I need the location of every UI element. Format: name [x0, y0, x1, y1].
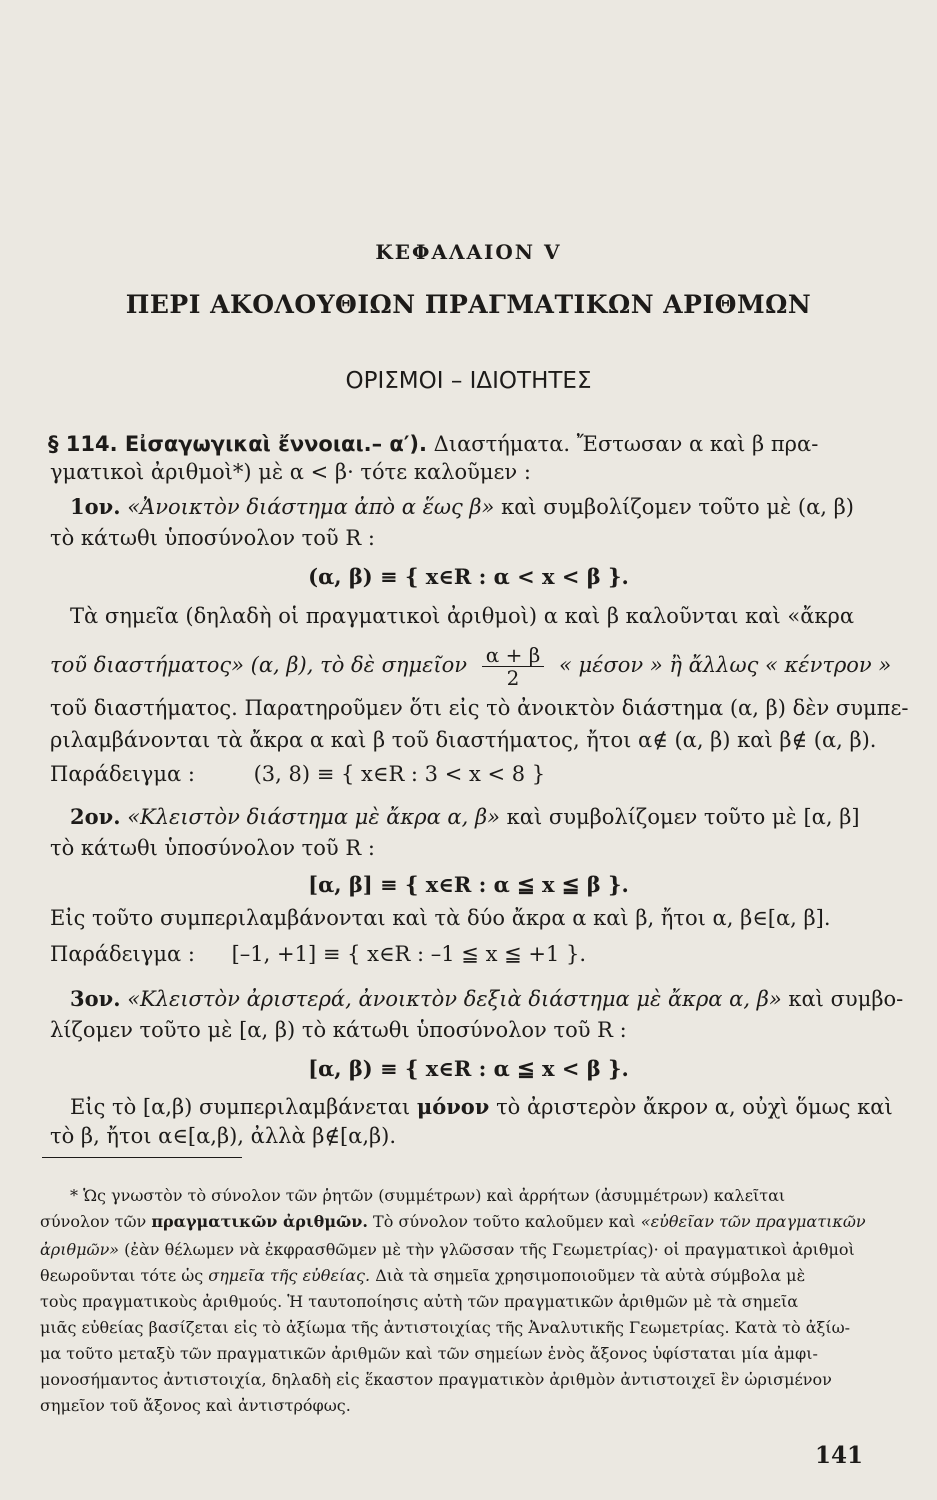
item2-example: [–1, +1] ≡ { x∈R : –1 ≦ x ≦ +1 }. — [231, 942, 587, 966]
footnote-l4-b: Διὰ τὰ σημεῖα χρησιμοποιοῦμεν τὰ αὐτὰ σύμβολα μὲ — [375, 1266, 806, 1285]
footnote-l4-a: θεωροῦνται τότε ὡς — [40, 1266, 204, 1285]
footnote-l2-b: Τὸ σύνολον τοῦτο καλοῦμεν καὶ — [373, 1212, 636, 1231]
item1-example-line — [50, 762, 875, 786]
item1-rest: καὶ συμβολίζομεν τοῦτο μὲ (α, β) — [501, 495, 854, 519]
item2-line1 — [70, 804, 875, 829]
footnote-line2 — [40, 1212, 877, 1231]
section-number: § 114. Εἰσαγωγικαὶ ἔννοιαι.– α′). — [48, 432, 427, 456]
item3-label: 3ον. — [70, 986, 121, 1011]
item1-para2 — [50, 643, 892, 690]
footnote-line3 — [40, 1240, 877, 1259]
fraction-numerator: α + β — [482, 644, 545, 667]
section-text: Ἔστωσαν α καὶ β πρα- — [576, 432, 819, 456]
item1-formula: (α, β) ≡ { x∈R : α < x < β }. — [308, 564, 629, 589]
item3-definition: «Κλειστὸν ἀριστερά, ἀνοικτὸν δεξιὰ διάστημα μὲ ἄκρα α, β» — [127, 987, 782, 1011]
footnote-l3-ital: ἀριθμῶν» — [40, 1240, 120, 1259]
item2-label: 2ον. — [70, 804, 121, 829]
footnote-line7: μα τοῦτο μεταξὺ τῶν πραγματικῶν ἀριθμῶν καὶ τῶν σημείων ἑνὸς ἄξονος ὑφίσταται μία ἀμφι- — [40, 1344, 818, 1363]
fraction-denominator: 2 — [506, 666, 520, 690]
footnote-line4 — [40, 1266, 877, 1285]
item3-para2: τὸ β, ἤτοι α∈[α,β), ἀλλὰ β∉[α,β). — [50, 1124, 397, 1148]
item3-line1 — [70, 986, 904, 1011]
item3-para1-bold: μόνον — [416, 1094, 490, 1119]
footnote-l2-a: σύνολον τῶν — [40, 1212, 147, 1231]
footnote-line5: τοὺς πραγματικοὺς ἀριθμούς. Ἡ ταυτοποίησις αὐτὴ τῶν πραγματικῶν ἀριθμῶν μὲ τὰ σημεῖα — [40, 1292, 799, 1311]
item3-para1-a: Εἰς τὸ [α,β) συμπεριλαμβάνεται — [70, 1095, 411, 1119]
item3-formula: [α, β) ≡ { x∈R : α ≦ x < β }. — [308, 1056, 629, 1081]
item2-definition: «Κλειστὸν διάστημα μὲ ἄκρα α, β» — [127, 805, 500, 829]
footnote-rule — [42, 1157, 242, 1158]
item1-example-label: Παράδειγμα : — [50, 762, 195, 786]
item1-line1 — [70, 494, 875, 519]
item1-para3: τοῦ διαστήματος. Παρατηροῦμεν ὅτι εἰς τὸ ἀνοικτὸν διάστημα (α, β) δὲν συμπε- — [50, 696, 909, 720]
item1-para2-b: « μέσον » ἢ ἄλλως « κέντρον » — [559, 653, 892, 677]
item1-example: (3, 8) ≡ { x∈R : 3 < x < 8 } — [253, 762, 546, 786]
item2-line2: τὸ κάτωθι ὑποσύνολον τοῦ R : — [50, 836, 375, 860]
midpoint-fraction — [482, 644, 545, 689]
item3-rest: καὶ συμβο- — [788, 987, 904, 1011]
section-line2: γματικοὶ ἀριθμοὶ*) μὲ α < β· τότε καλοῦμεν : — [50, 460, 531, 484]
item2-para1: Εἰς τοῦτο συμπεριλαμβάνονται καὶ τὰ δύο ἄκρα α καὶ β, ἤτοι α, β∈[α, β]. — [50, 906, 831, 930]
item2-rest: καὶ συμβολίζομεν τοῦτο μὲ [α, β] — [506, 805, 860, 829]
item3-line2: λίζομεν τοῦτο μὲ [α, β) τὸ κάτωθι ὑποσύνολον τοῦ R : — [50, 1018, 627, 1042]
footnote-l2-ital: «εὐθεῖαν τῶν πραγματικῶν — [640, 1212, 866, 1231]
section-heading: Διαστήματα. — [433, 432, 571, 456]
footnote-line9: σημεῖον τοῦ ἄξονος καὶ ἀντιστρόφως. — [40, 1396, 351, 1415]
footnote-line1: * Ὡς γνωστὸν τὸ σύνολον τῶν ῥητῶν (συμμέτρων) καὶ ἀρρήτων (ἀσυμμέτρων) καλεῖται — [70, 1186, 786, 1205]
item1-line2: τὸ κάτωθι ὑποσύνολον τοῦ R : — [50, 526, 375, 550]
item1-definition: «Ἀνοικτὸν διάστημα ἀπὸ α ἕως β» — [127, 495, 495, 519]
item1-para1: Τὰ σημεῖα (δηλαδὴ οἱ πραγματικοὶ ἀριθμοὶ) α καὶ β καλοῦνται καὶ «ἄκρα — [70, 604, 855, 628]
section-heading-line — [48, 432, 875, 456]
footnote-line6: μιᾶς εὐθείας βασίζεται εἰς τὸ ἀξίωμα τῆς ἀντιστοιχίας τῆς Ἀναλυτικῆς Γεωμετρίας. Κατὰ τὸ ἀξίω- — [40, 1318, 851, 1337]
item2-example-line — [50, 942, 875, 966]
item2-example-label: Παράδειγμα : — [50, 942, 195, 966]
item1-para2-a: τοῦ διαστήματος» (α, β), τὸ δὲ σημεῖον — [50, 653, 468, 677]
item1-label: 1ον. — [70, 494, 121, 519]
page-number: 141 — [814, 1442, 863, 1469]
item2-formula: [α, β] ≡ { x∈R : α ≦ x ≦ β }. — [308, 872, 629, 897]
item3-para1 — [70, 1094, 893, 1119]
footnote-l4-ital: σημεῖα τῆς εὐθείας. — [208, 1266, 371, 1285]
chapter-subtitle: ΟΡΙΣΜΟΙ – ΙΔΙΟΤΗΤΕΣ — [345, 368, 592, 394]
footnote-line8: μονοσήμαντος ἀντιστοιχία, δηλαδὴ εἰς ἕκαστον πραγματικὸν ἀριθμὸν ἀντιστοιχεῖ ἓν ὡρισμένον — [40, 1370, 832, 1389]
footnote-l2-bold: πραγματικῶν ἀριθμῶν. — [151, 1212, 368, 1231]
chapter-heading: ΚΕΦΑΛΑΙΟΝ V — [375, 240, 562, 264]
item3-para1-b: τὸ ἀριστερὸν ἄκρον α, οὐχὶ ὅμως καὶ — [496, 1095, 893, 1119]
item1-para4: ριλαμβάνονται τὰ ἄκρα α καὶ β τοῦ διαστήματος, ἤτοι α∉ (α, β) καὶ β∉ (α, β). — [50, 728, 877, 752]
footnote-l3-b: (ἐὰν θέλωμεν νὰ ἐκφρασθῶμεν μὲ τὴν γλῶσσαν τῆς Γεωμετρίας)· οἱ πραγματικοὶ ἀριθμοὶ — [124, 1240, 855, 1259]
chapter-title: ΠΕΡΙ ΑΚΟΛΟΥΘΙΩΝ ΠΡΑΓΜΑΤΙΚΩΝ ΑΡΙΘΜΩΝ — [125, 290, 812, 319]
